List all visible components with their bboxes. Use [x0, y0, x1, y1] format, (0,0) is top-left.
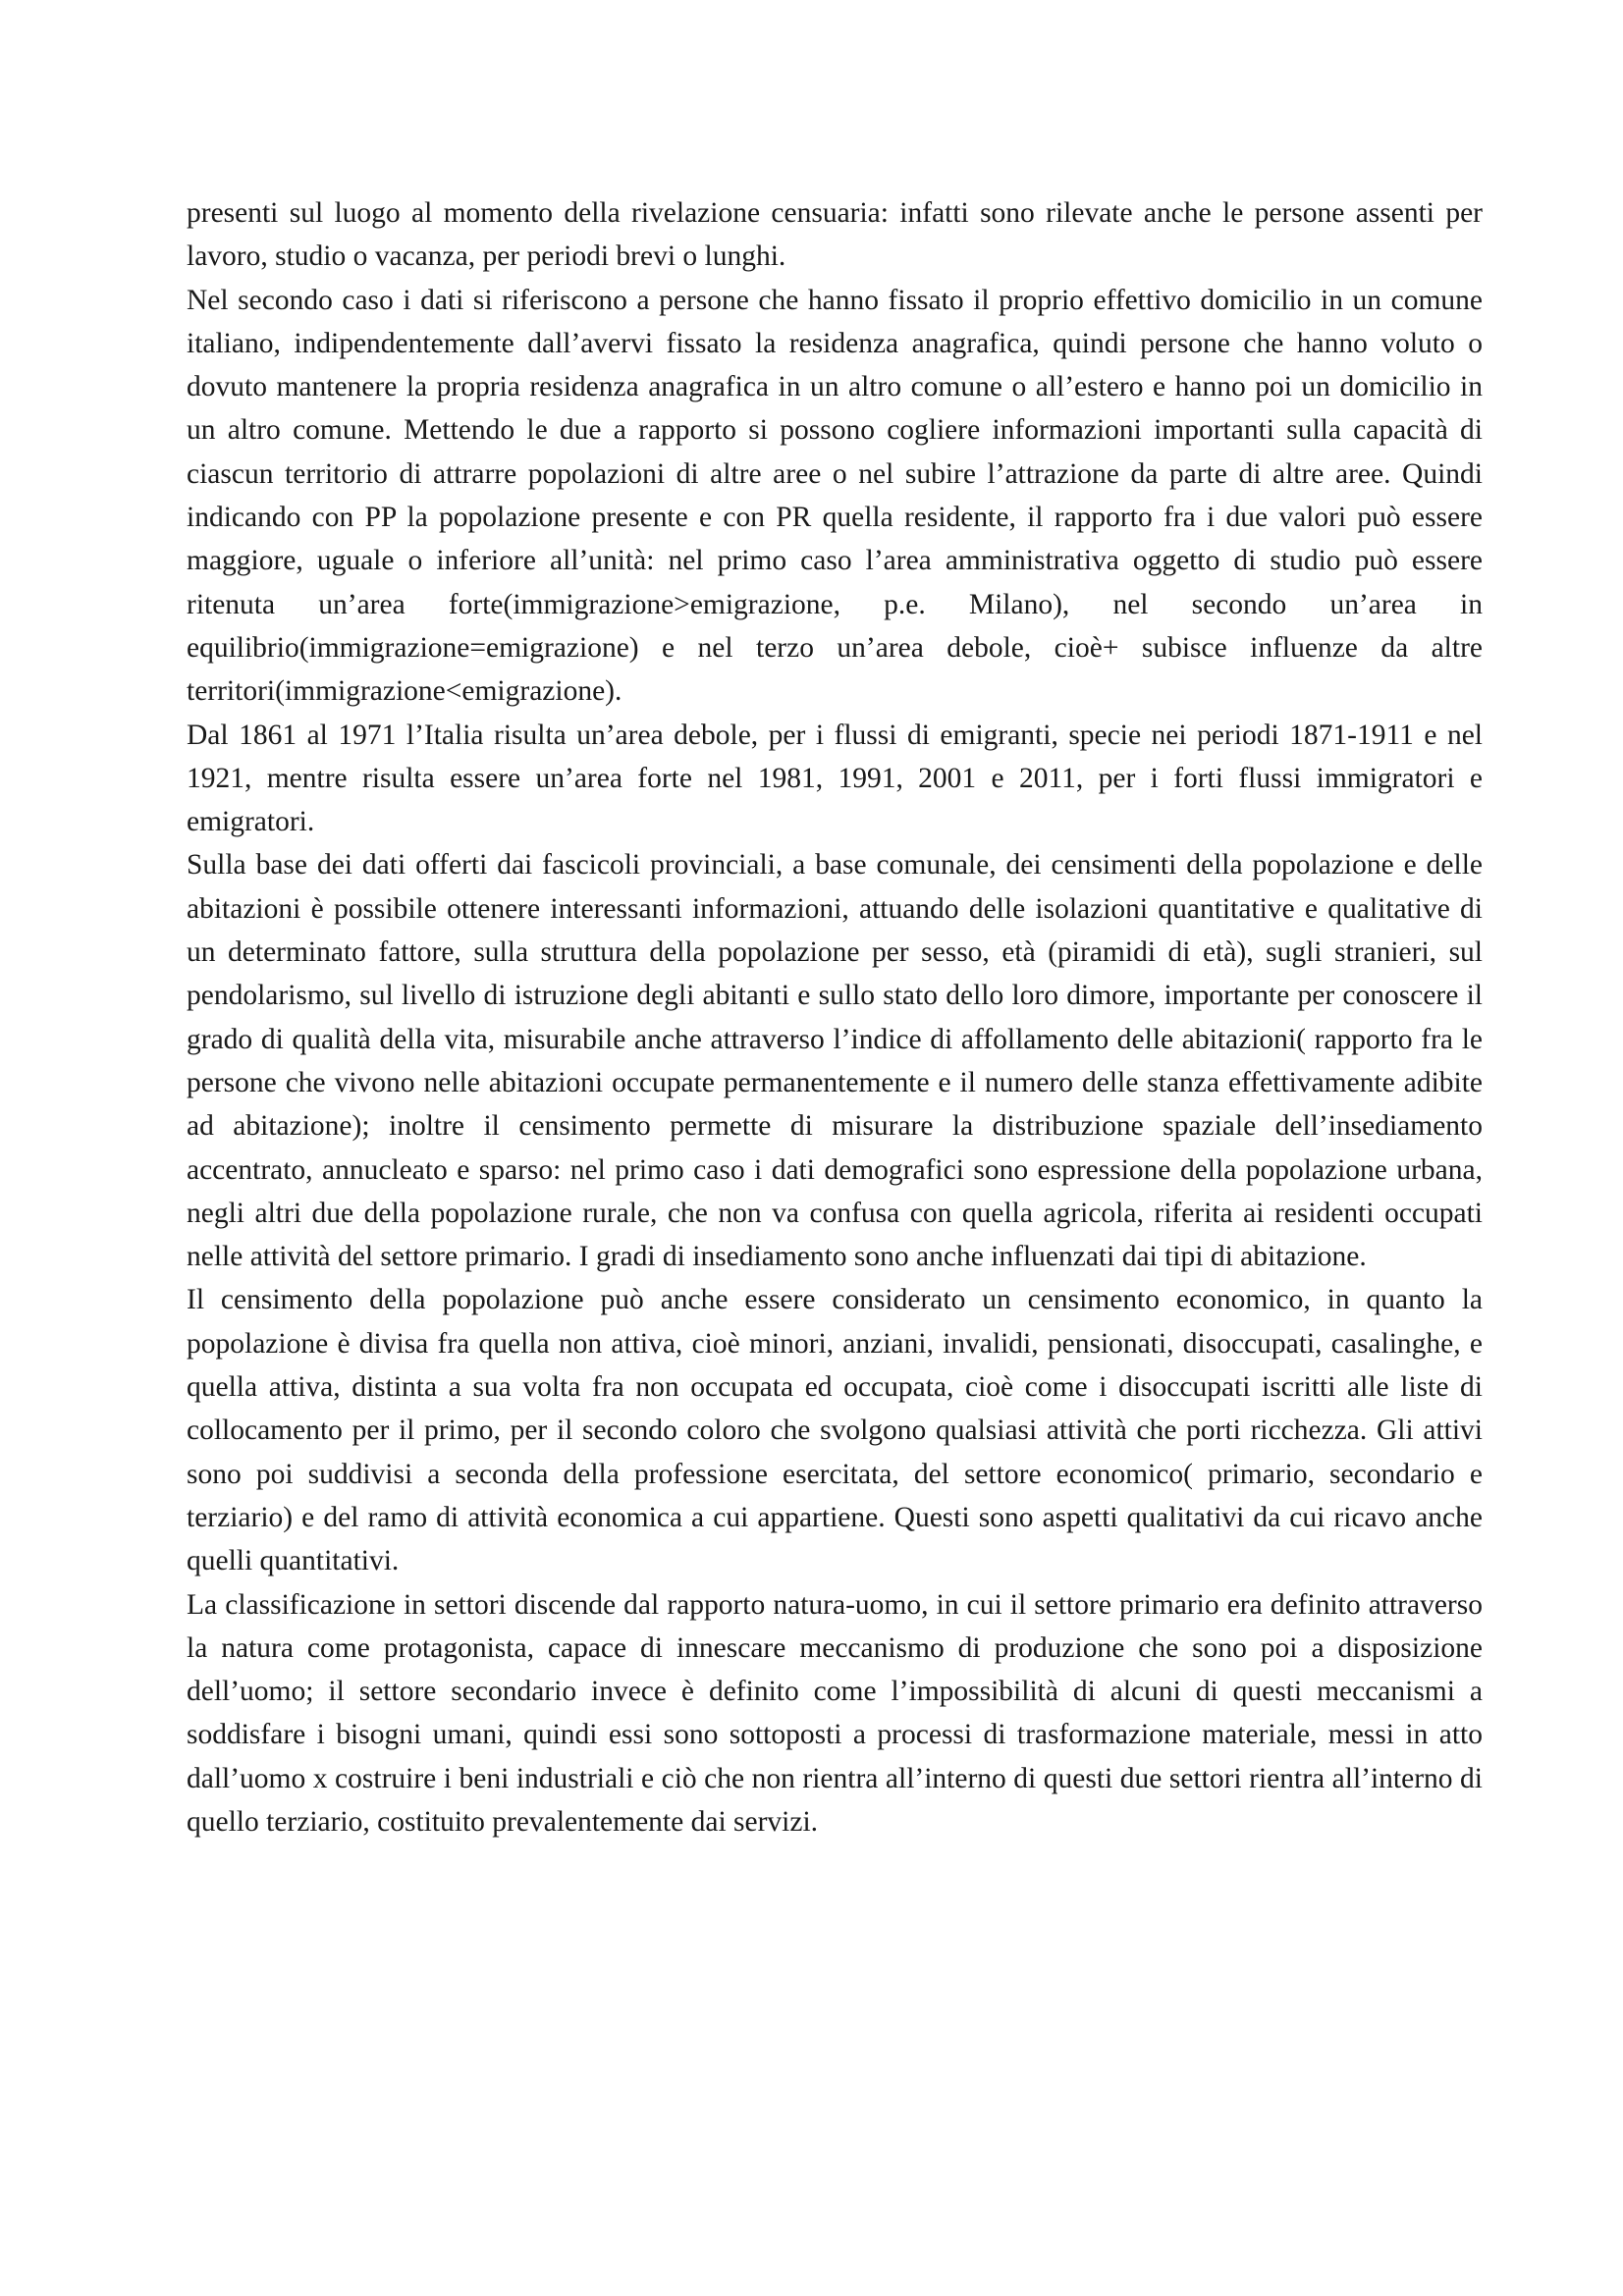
paragraph-sector-classification: La classificazione in settori discende dal rapporto natura-uomo, in cui il settore primario era definito attraverso la natura come protagonista, capace di innescare meccanismo di produzione che sono poi a disposizione dell’uomo; il settore secondario invece è definito come l’impossibilità di alcuni di questi meccanismi a soddisfare i bisogni umani, quindi essi sono sottoposti a processi di trasformazione materiale, messi in atto dall’uomo x costruire i beni industriali e ciò che non rientra all’interno di questi due settori rientra all’interno di quello terziario, costituito prevalentemente dai servizi. — [187, 1588, 1483, 1838]
paragraph-census-presence: presenti sul luogo al momento della rivelazione censuaria: infatti sono rilevate anche le persone assenti per lavoro, studio o vacanza, per periodi brevi o lunghi. — [187, 197, 1483, 273]
paragraph-economic-census: Il censimento della popolazione può anche essere considerato un censimento economico, in quanto la popolazione è divisa fra quella non attiva, cioè minori, anziani, invalidi, pensionati, disoccupati, casalinghe, e quella attiva, distinta a sua volta fra non occupata ed occupata, cioè come i disoccupati iscritti alle liste di collocamento per il primo, per il secondo coloro che svolgono qualsiasi attività che porti ricchezza. Gli attivi sono poi suddivisi a seconda della professione esercitata, del settore economico( primario, secondario e terziario) e del ramo di attività economica a cui appartiene. Questi sono aspetti qualitativi da cui ricavo anche quelli quantitativi. — [187, 1284, 1483, 1577]
paragraph-provincial-data: Sulla base dei dati offerti dai fascicoli provinciali, a base comunale, dei censimenti della popolazione e delle abitazioni è possibile ottenere interessanti informazioni, attuando delle isolazioni quantitative e qualitative di un determinato fattore, sulla struttura della popolazione per sesso, età (piramidi di età), sugli stranieri, sul pendolarismo, sul livello di istruzione degli abitanti e sullo stato dello loro dimore, importante per conoscere il grado di qualità della vita, misurabile anche attraverso l’indice di affollamento delle abitazioni( rapporto fra le persone che vivono nelle abitazioni occupate permanentemente e il numero delle stanza effettivamente adibite ad abitazione); inoltre il censimento permette di misurare la distribuzione spaziale dell’insediamento accentrato, annucleato e sparso: nel primo caso i dati demografici sono espressione della popolazione urbana, negli altri due della popolazione rurale, che non va confusa con quella agricola, riferita ai residenti occupati nelle attività del settore primario. I gradi di insediamento sono anche influenzati dai tipi di abitazione. — [187, 849, 1483, 1273]
paragraph-italy-history: Dal 1861 al 1971 l’Italia risulta un’area debole, per i flussi di emigranti, specie nei periodi 1871-1911 e nel 1921, mentre risulta essere un’area forte nel 1981, 1991, 2001 e 2011, per i forti flussi immigratori e emigratori. — [187, 719, 1483, 838]
paragraph-present-vs-resident: Nel secondo caso i dati si riferiscono a persone che hanno fissato il proprio effettivo domicilio in un comune italiano, indipendentemente dall’avervi fissato la residenza anagrafica, quindi persone che hanno voluto o dovuto mantenere la propria residenza anagrafica in un altro comune o all’estero e hanno poi un domicilio in un altro comune. Mettendo le due a rapporto si possono cogliere informazioni importanti sulla capacità di ciascun territorio di attrarre popolazioni di altre aree o nel subire l’attrazione da parte di altre aree. Quindi indicando con PP la popolazione presente e con PR quella residente, il rapporto fra i due valori può essere maggiore, uguale o inferiore all’unità: nel primo caso l’area amministrativa oggetto di studio può essere ritenuta un’area forte(immigrazione>emigrazione, p.e. Milano), nel secondo un’area in equilibrio(immigrazione=emigrazione) e nel terzo un’area debole, cioè+ subisce influenze da altre territori(immigrazione<emigrazione). — [187, 284, 1483, 708]
document-body — [187, 191, 1483, 1843]
